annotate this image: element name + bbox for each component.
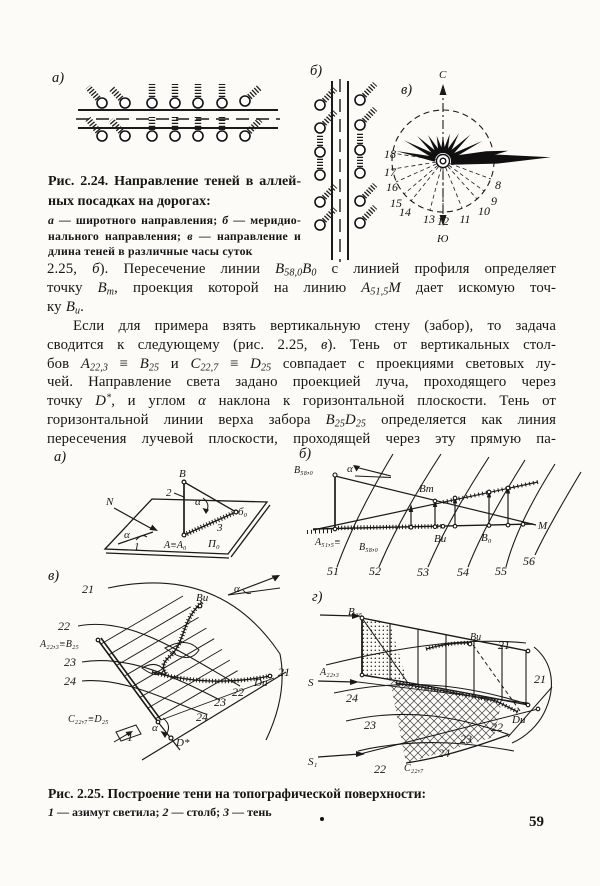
label-b0: б₀ <box>238 506 248 518</box>
panel-b-label: б) <box>310 63 323 79</box>
panel-a-label: а) <box>52 70 65 86</box>
figure-2-25-panel-v <box>30 562 315 774</box>
label-A223-B25: A₂₂,₃≡B₂₅ <box>40 639 79 650</box>
svg-text:14: 14 <box>399 205 411 219</box>
label-B58: B₅₈,₀ <box>359 542 379 553</box>
stippled-fence-plane <box>362 618 408 683</box>
svg-text:15: 15 <box>390 196 402 210</box>
label-C227: C₂₂,₇ <box>404 763 424 774</box>
svg-text:17: 17 <box>384 165 396 179</box>
label-23a: 23 <box>64 655 76 669</box>
alpha-arc-bottom <box>161 718 169 738</box>
label-22b: 22 <box>491 720 503 734</box>
label-B0: B₀ <box>481 532 492 544</box>
label-Bt: Bт <box>419 483 434 495</box>
label-Di: Dи <box>254 677 268 689</box>
svg-text:11: 11 <box>459 212 471 226</box>
compass-north-label: С <box>439 69 447 81</box>
figure-2-24-legend: а — широтного направления; б — меридио- нального направления; в — направление и длина теней в различные часы суток <box>48 213 301 258</box>
label-M: M <box>538 520 548 532</box>
svg-text:10: 10 <box>478 204 490 218</box>
figure-2-25-panel-a <box>40 443 305 571</box>
figure-2-24-panel-a <box>40 60 300 185</box>
label-B58-top: B₅₈,₀ <box>294 465 314 476</box>
label-N: N <box>106 496 114 508</box>
shadow-petals <box>396 133 551 164</box>
label-D-star: D* <box>176 737 190 749</box>
svg-text:8: 8 <box>495 178 501 192</box>
svg-text:16: 16 <box>386 180 398 194</box>
label-3: 3 <box>217 522 223 534</box>
label-21a: 21 <box>82 582 94 596</box>
svg-text:56: 56 <box>523 554 535 568</box>
compass-south-label: Ю <box>437 233 449 245</box>
figure-2-25-panel-g <box>298 585 595 785</box>
svg-text:55: 55 <box>495 564 507 578</box>
label-alpha: α <box>347 463 353 475</box>
road <box>332 79 348 262</box>
road <box>76 110 280 128</box>
svg-text:12: 12 <box>437 214 449 228</box>
panel-v-label: в) <box>401 82 413 98</box>
label-21b: 21 <box>278 665 290 679</box>
label-A-A0: A≡A₀ <box>164 540 187 551</box>
label-22a: 22 <box>58 619 70 633</box>
body-text: 2.25, б). Пересечение линии $B_{58,0}B_0$ с линией профиля определяет точку $B_т$, проекция которой на линию $A_{51,5}M$ дает искомую точ- ку $B_и$. Если для примера взять вертикальную стену (забор), то задача сводится к следующему (рис. 2.25, в). Тень от вертикальных стол- бов $A_{22,3} \equiv B_{25}$ и $C_{22,7} \equiv D_{25}$ совпадает с проекциями световых лу- чей. Направление света задано проекцией луча, проходящего через точку D*, и углом α наклона к горизонтальной плоскости. Тень от горизонтальной линии верха забора $B_{25}D_{25}$ определяется как линия пересечения лучевой плоскости, проходящей через эту прямую па- <box>47 261 557 448</box>
label-C227-D25: C₂₂,₇≡D₂₅ <box>68 714 109 725</box>
contour-numbers <box>327 554 535 579</box>
figure-2-25-legend: 1 — азимут светила; 2 — столб; 3 — тень <box>48 805 272 819</box>
label-24a: 24 <box>64 674 76 688</box>
figure-2-25-caption: Рис. 2.25. Построение тени на топографической поверхности: <box>48 786 427 801</box>
label-22b: 22 <box>232 685 244 699</box>
label-B25: B₂₅ <box>348 606 363 618</box>
label-alpha-bot: α <box>152 722 158 734</box>
label-24b: 24 <box>196 710 208 724</box>
panel-v-label: в) <box>48 568 60 584</box>
scan-speck <box>320 817 324 821</box>
label-Bi: Bи <box>196 592 209 604</box>
figure-2-25-panel-b <box>293 442 595 577</box>
label-24b: 24 <box>438 746 450 760</box>
svg-text:13: 13 <box>423 212 435 226</box>
label-2: 2 <box>166 487 172 499</box>
point-markers <box>333 473 525 531</box>
label-23a: 23 <box>364 718 376 732</box>
label-Di: Dи <box>512 714 526 726</box>
label-23b: 23 <box>214 695 226 709</box>
figure-2-24-panel-v <box>383 58 600 253</box>
label-22a: 22 <box>374 762 386 776</box>
page-number: 59 <box>529 814 544 830</box>
svg-text:51: 51 <box>327 564 339 578</box>
label-S: S <box>308 677 314 689</box>
label-24a: 24 <box>346 691 358 705</box>
label-21a: 21 <box>498 638 510 652</box>
svg-text:9: 9 <box>491 194 497 208</box>
contour-lines <box>78 583 282 740</box>
label-1: 1 <box>134 541 140 553</box>
panel-a-label: а) <box>54 449 67 465</box>
panel-g-label: г) <box>312 589 323 605</box>
svg-text:52: 52 <box>369 564 381 578</box>
svg-text:54: 54 <box>457 565 469 579</box>
pole-and-shadow <box>174 482 236 535</box>
label-S1: S₁ <box>308 756 318 768</box>
label-A223: A₂₂,₃ <box>320 667 340 678</box>
figure-2-24-caption: Рис. 2.24. Направление теней в аллей- ных посадках на дорогах: <box>48 174 301 209</box>
label-P0: П₀ <box>208 538 220 550</box>
label-B: B <box>179 468 186 480</box>
label-23b: 23 <box>460 732 472 746</box>
label-alpha-1: α <box>124 529 130 541</box>
label-alpha-top: α <box>234 583 240 595</box>
label-21b: 21 <box>534 672 546 686</box>
svg-text:18: 18 <box>384 147 396 161</box>
svg-text:53: 53 <box>417 565 429 579</box>
panel-b-label: б) <box>299 446 312 462</box>
label-Bi: Bи <box>470 632 482 643</box>
pole-top-view <box>437 155 450 168</box>
label-alpha-2: α <box>195 496 201 508</box>
label-A515: A₅₁,₅≡ <box>315 537 341 548</box>
label-Bi: Bи <box>434 533 447 545</box>
label-1: 1 <box>127 730 133 744</box>
